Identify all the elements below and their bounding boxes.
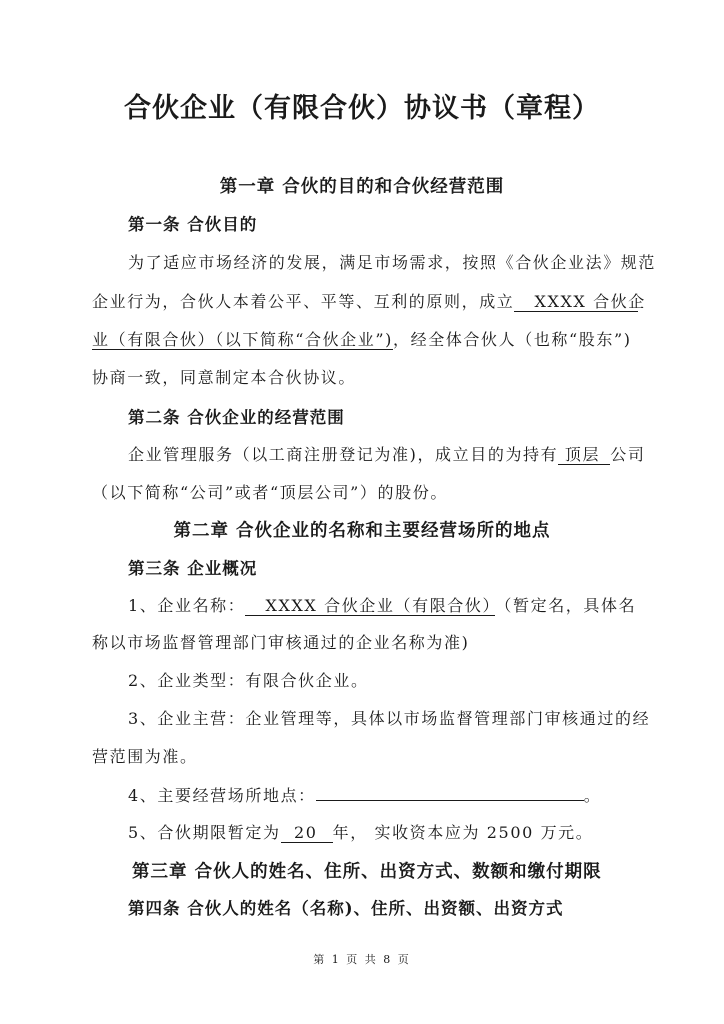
article-2-heading: 第二条 合伙企业的经营范围 bbox=[128, 408, 345, 427]
article-3-item-5 bbox=[128, 820, 593, 843]
partnership-abbr-underlined: 业（有限合伙）（以下简称“合伙企业”) bbox=[92, 330, 394, 349]
enterprise-name-underlined: XXXX 合伙企业（有限合伙） bbox=[245, 596, 507, 615]
business-address-blank bbox=[316, 782, 584, 801]
item-5-label: 5、合伙期限暂定为 bbox=[128, 823, 281, 842]
page-number-footer: 第 1 页 共 8 页 bbox=[313, 953, 411, 966]
article-1-line-1: 为了适应市场经济的发展，满足市场需求，按照《合伙企业法》规范 bbox=[128, 253, 657, 272]
article-3-item-4 bbox=[128, 782, 601, 806]
term-years-underlined: 20 bbox=[280, 823, 331, 842]
article-1-line-2-text: 企业行为，合伙人本着公平、平等、互利的原则，成立 bbox=[92, 292, 515, 311]
top-company-underlined: 顶层 bbox=[558, 445, 614, 464]
article-3-item-2: 2、企业类型：有限合伙企业。 bbox=[128, 671, 369, 690]
article-4-heading: 第四条 合伙人的姓名（名称)、住所、出资额、出资方式 bbox=[128, 899, 564, 918]
document-title: 合伙企业（有限合伙）协议书（章程） bbox=[124, 93, 600, 124]
article-1-line-3-text: ，经全体合伙人（也称“股东”) bbox=[393, 330, 632, 349]
article-3-item-3-line-2: 营范围为准。 bbox=[92, 747, 198, 766]
item-1-note: （暂定名，具体名 bbox=[495, 596, 637, 615]
article-1-line-3 bbox=[92, 327, 632, 350]
chapter-3-heading: 第三章 合伙人的姓名、住所、出资方式、数额和缴付期限 bbox=[132, 862, 602, 882]
article-1-line-4: 协商一致，同意制定本合伙协议。 bbox=[92, 368, 357, 387]
article-3-item-1-line-2: 称以市场监督管理部门审核通过的企业名称为准) bbox=[92, 633, 470, 652]
article-2-line-1 bbox=[128, 442, 645, 465]
article-2-line-1-end: 公司 bbox=[610, 445, 646, 464]
article-1-line-2 bbox=[92, 289, 646, 312]
item-5-end: 年， 实收资本应为 2500 万元。 bbox=[332, 823, 594, 842]
chapter-1-heading: 第一章 合伙的目的和合伙经营范围 bbox=[219, 177, 505, 197]
item-1-label: 1、企业名称： bbox=[128, 596, 246, 615]
article-3-item-1 bbox=[128, 593, 636, 616]
item-4-end: 。 bbox=[583, 786, 602, 805]
article-3-item-3-line-1: 3、企业主营：企业管理等，具体以市场监督管理部门审核通过的经 bbox=[128, 709, 651, 728]
partnership-name-underlined: XXXX 合伙企 bbox=[514, 292, 646, 311]
article-3-heading: 第三条 企业概况 bbox=[128, 559, 258, 578]
article-2-line-1-text: 企业管理服务（以工商注册登记为准)，成立目的为持有 bbox=[128, 445, 559, 464]
article-1-heading: 第一条 合伙目的 bbox=[128, 215, 258, 234]
chapter-2-heading: 第二章 合伙企业的名称和主要经营场所的地点 bbox=[173, 521, 551, 541]
article-2-line-2: （以下简称“公司”或者“顶层公司”）的股份。 bbox=[92, 483, 448, 502]
item-4-label: 4、主要经营场所地点： bbox=[128, 786, 316, 805]
